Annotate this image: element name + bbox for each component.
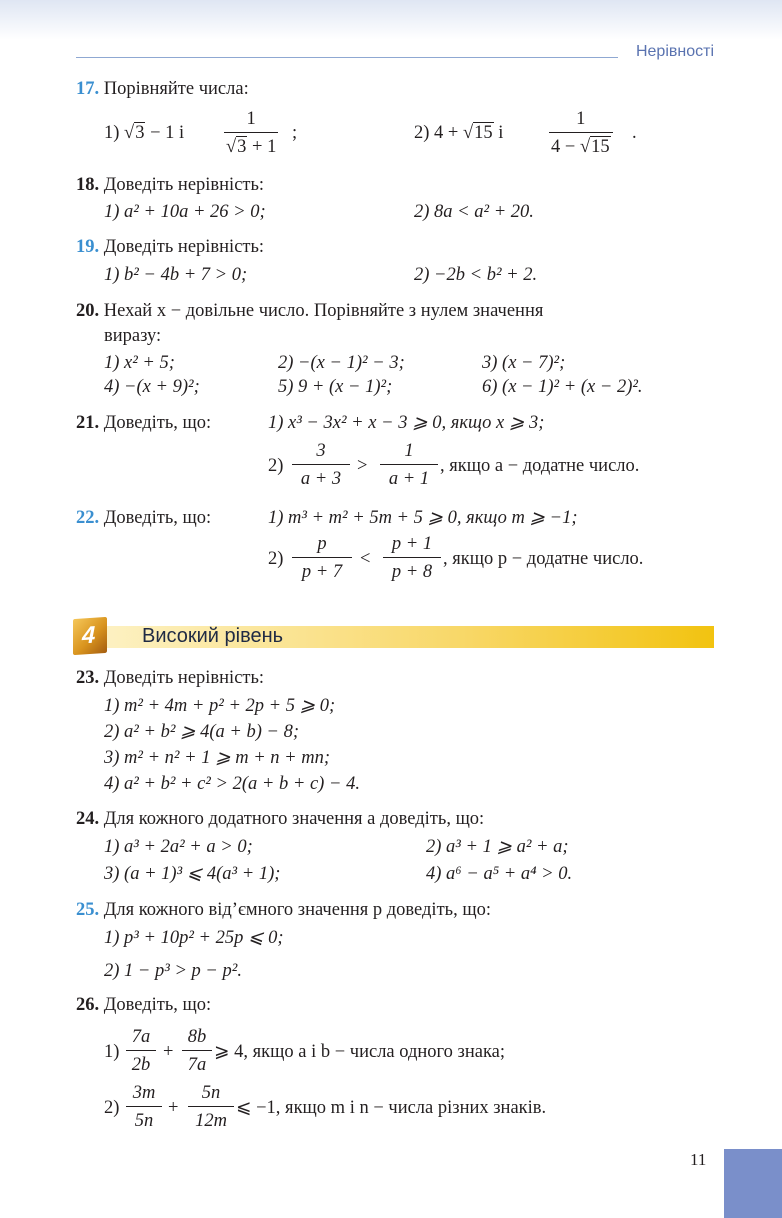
operator: +	[168, 1098, 179, 1118]
level-badge-icon: 4	[73, 617, 107, 655]
p25-item-2: 2) 1 − p³ > p − p².	[104, 961, 242, 981]
level-title: Високий рівень	[142, 625, 284, 647]
p24-item-2: 2) a³ + 1 ⩾ a² + a;	[426, 837, 569, 857]
p25-item-1: 1) p³ + 10p² + 25p ⩽ 0;	[104, 928, 284, 948]
problem-21: 21. Доведіть, що:	[76, 413, 212, 433]
problem-25: 25. Для кожного від’ємного значення p доведіть, що:	[76, 900, 491, 920]
p19-item-2: 2) −2b < b² + 2.	[414, 265, 538, 285]
problem-22: 22. Доведіть, що:	[76, 508, 212, 528]
p19-item-1: 1) b² − 4b + 7 > 0;	[104, 265, 248, 285]
p22-item-1: 1) m³ + m² + 5m + 5 ⩾ 0, якщо m ⩾ −1;	[268, 508, 578, 528]
p20-item-4: 4) −(x + 9)²;	[104, 377, 200, 397]
operator: +	[163, 1042, 174, 1062]
problem-23: 23. Доведіть нерівність:	[76, 668, 265, 688]
p20-item-6: 6) (x − 1)² + (x − 2)².	[482, 377, 643, 397]
page-number: 11	[690, 1150, 707, 1169]
operator: >	[357, 456, 368, 476]
page-corner-tab	[724, 1149, 782, 1218]
p24-item-1: 1) a³ + 2a² + a > 0;	[104, 837, 253, 857]
operator: <	[360, 549, 371, 569]
p18-item-2: 2) 8a < a² + 20.	[414, 202, 534, 222]
p17-item-1: 1) √3 − 1 і	[104, 123, 185, 143]
fraction: $\frac{3}{a + 3}$	[292, 440, 350, 490]
problem-17	[76, 78, 249, 100]
condition: , якщо a − додатне число.	[440, 456, 640, 476]
condition: ⩽ −1, якщо m і n − числа різних знаків.	[236, 1098, 547, 1118]
p21-item-1: 1) x³ − 3x² + x − 3 ⩾ 0, якщо x ⩾ 3;	[268, 413, 545, 433]
fraction: $\frac{1}{√3 + 1}$	[226, 109, 277, 157]
fraction: $\frac{3m}{5n}$	[126, 1082, 162, 1132]
problem-text: Порівняйте числа:	[103, 79, 249, 99]
p20-item-5: 5) 9 + (x − 1)²;	[278, 377, 393, 397]
condition: ⩾ 4, якщо a і b − числа одного знака;	[214, 1042, 506, 1062]
header-rule	[76, 57, 618, 58]
p24-item-3: 3) (a + 1)³ ⩽ 4(a³ + 1);	[104, 864, 281, 884]
problem-18: 18. Доведіть нерівність:	[76, 175, 265, 195]
punct: ;	[292, 123, 298, 143]
fraction: $\frac{p + 1}{p + 8}$	[383, 533, 441, 583]
p24-item-4: 4) a⁶ − a⁵ + a⁴ > 0.	[426, 864, 573, 884]
p23-item-2: 2) a² + b² ⩾ 4(a + b) − 8;	[104, 722, 300, 742]
p23-item-4: 4) a² + b² + c² > 2(a + b + c) − 4.	[104, 774, 360, 794]
problem-number: 17.	[76, 79, 100, 99]
condition: , якщо p − додатне число.	[443, 549, 644, 569]
fraction: $\frac{7a}{2b}$	[126, 1026, 156, 1076]
item-label: 2)	[104, 1098, 120, 1118]
item-label: 2)	[268, 549, 284, 569]
problem-20-cont: виразу:	[104, 326, 162, 346]
p20-item-2: 2) −(x − 1)² − 3;	[278, 353, 405, 373]
item-label: 1)	[104, 1042, 120, 1062]
problem-26: 26. Доведіть, що:	[76, 995, 212, 1015]
problem-20: 20. Нехай x − довільне число. Порівняйте з нулем значення	[76, 301, 544, 321]
p23-item-1: 1) m² + 4m + p² + 2p + 5 ⩾ 0;	[104, 696, 336, 716]
fraction: $\frac{1}{a + 1}$	[380, 440, 438, 490]
p20-item-3: 3) (x − 7)²;	[482, 353, 566, 373]
p20-item-1: 1) x² + 5;	[104, 353, 175, 373]
fraction: $\frac{p}{p + 7}$	[292, 533, 352, 583]
problem-24: 24. Для кожного додатного значення a доведіть, що:	[76, 809, 485, 829]
fraction: $\frac{8b}{7a}$	[182, 1026, 212, 1076]
section-title: Нерівності	[635, 43, 714, 60]
fraction: $\frac{5n}{12m}$	[188, 1082, 234, 1132]
page-header-band	[0, 0, 782, 40]
fraction: $\frac{1}{4 - √15}$	[549, 108, 613, 158]
p17-item-2: 2) 4 + √15 і	[414, 123, 504, 143]
problem-19: 19. Доведіть нерівність:	[76, 237, 265, 257]
item-label: 2)	[268, 456, 284, 476]
punct: .	[632, 123, 637, 143]
p18-item-1: 1) a² + 10a + 26 > 0;	[104, 202, 266, 222]
p23-item-3: 3) m² + n² + 1 ⩾ m + n + mn;	[104, 748, 331, 768]
